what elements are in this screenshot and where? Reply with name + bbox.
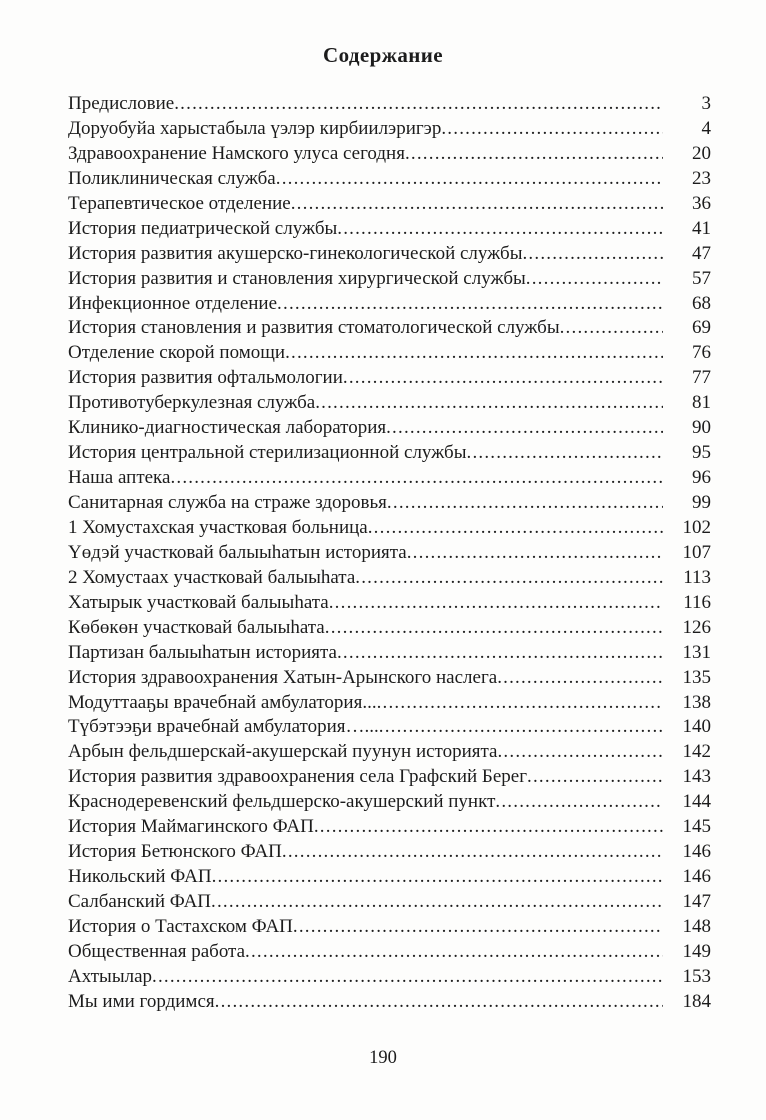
toc-entry-page: 23: [692, 167, 711, 189]
toc-entry-label: Клинико-диагностическая лаборатория: [68, 417, 387, 439]
toc-entry-label: История развития акушерско-гинекологической службы: [68, 242, 523, 264]
toc-entry-page: 144: [682, 791, 711, 813]
toc-leader-dots: [282, 841, 663, 863]
toc-entry-label: Отделение скорой помощи: [68, 342, 286, 364]
toc-entry: [68, 991, 711, 1016]
toc-leader-dots: [441, 118, 663, 140]
toc-entry-page: 4: [701, 117, 711, 139]
toc-entry-label: История развития здравоохранения села Графский Берег: [68, 766, 528, 788]
toc-leader-dots: [386, 417, 663, 439]
toc-entry: [68, 143, 711, 168]
toc-entry-label: Арбын фельдшерскай-акушерскай пуунун историята: [68, 741, 498, 763]
toc-entry-page: 131: [682, 641, 711, 663]
toc-entry: [68, 442, 711, 467]
toc-leader-dots: [170, 467, 663, 489]
toc-entry-label: История развития офтальмологии: [68, 367, 343, 389]
toc-entry: [68, 492, 711, 517]
toc-entry-label: Модуттааҕы врачебнай амбулатория...: [68, 691, 377, 713]
toc-entry-page: 68: [692, 292, 711, 314]
toc-entry: [68, 168, 711, 193]
toc-entry-page: 145: [682, 816, 711, 838]
toc-entry: [68, 243, 711, 268]
toc-entry: [68, 592, 711, 617]
toc-leader-dots: [497, 741, 663, 763]
toc-entry-page: 102: [682, 516, 711, 538]
toc-entry: [68, 417, 711, 442]
toc-leader-dots: [355, 567, 663, 589]
toc-leader-dots: [211, 891, 663, 913]
toc-entry-page: 69: [692, 317, 711, 339]
toc-leader-dots: [291, 193, 663, 215]
toc-entry-label: История Бетюнского ФАП: [68, 841, 282, 863]
toc-leader-dots: [293, 916, 663, 938]
toc-entry-page: 47: [692, 242, 711, 264]
toc-entry: [68, 766, 711, 791]
toc-entry-label: Общественная работа: [68, 940, 246, 962]
toc-entry-label: Үөдэй участковай балыыһатын историята: [68, 541, 407, 563]
toc-entry-page: 143: [682, 766, 711, 788]
toc-entry-label: Ахтыылар: [68, 965, 152, 987]
toc-entry: [68, 193, 711, 218]
toc-leader-dots: [522, 243, 663, 265]
toc-leader-dots: [152, 966, 663, 988]
toc-entry: [68, 816, 711, 841]
toc-entry-label: 2 Хомустаах участковай балыыһата: [68, 566, 356, 588]
toc-entry-label: История здравоохранения Хатын-Арынского наслега: [68, 666, 498, 688]
toc-entry: [68, 342, 711, 367]
toc-leader-dots: [325, 617, 663, 639]
toc-entry-label: Мы ими гордимся: [68, 990, 215, 1012]
toc-entry-page: 3: [701, 93, 711, 114]
toc-leader-dots: [329, 592, 663, 614]
toc-leader-dots: [277, 293, 663, 315]
toc-leader-dots: [276, 168, 663, 190]
toc-entry-page: 99: [692, 492, 711, 513]
toc-entry: [68, 667, 711, 692]
toc-entry-page: 95: [692, 442, 711, 464]
toc-entry: [68, 293, 711, 318]
toc-entry-page: 138: [682, 691, 711, 713]
toc-entry: [68, 941, 711, 966]
toc-entry: [68, 866, 711, 891]
toc-entry-page: 146: [682, 841, 711, 863]
toc-entry: [68, 268, 711, 293]
toc-entry-label: Здравоохранение Намского улуса сегодня: [68, 142, 405, 164]
toc-entry-label: Хатырык участковай балыыһата: [68, 591, 329, 613]
toc-leader-dots: [377, 692, 663, 714]
toc-entry-label: Көбөкөн участковай балыыһата: [68, 616, 325, 638]
toc-entry-label: История о Тастахском ФАП: [68, 915, 293, 937]
toc-leader-dots: [337, 642, 663, 664]
toc-entry: [68, 93, 711, 118]
toc-entry: [68, 617, 711, 642]
toc-leader-dots: [526, 268, 663, 290]
page-title: Содержание: [323, 43, 443, 67]
toc-leader-dots: [527, 766, 663, 788]
toc-entry-label: Терапевтическое отделение: [68, 192, 291, 214]
toc-entry-page: 81: [692, 392, 711, 414]
toc-leader-dots: [285, 342, 663, 364]
toc-leader-dots: [174, 93, 663, 115]
toc-entry-page: 153: [682, 965, 711, 987]
toc-entry-label: Түбэтээҕи врачебнай амбулатория…...: [68, 716, 379, 738]
toc-entry: [68, 317, 711, 342]
toc-entry-page: 126: [682, 616, 711, 638]
toc-entry-label: Инфекционное отделение: [68, 292, 278, 314]
toc-leader-dots: [467, 442, 664, 464]
toc-entry: [68, 517, 711, 542]
toc-entry: [68, 841, 711, 866]
toc-entry-page: 146: [682, 866, 711, 888]
toc-leader-dots: [343, 367, 663, 389]
toc-entry-page: 90: [692, 417, 711, 439]
toc-entry: [68, 542, 711, 567]
toc-entry-page: 36: [692, 192, 711, 214]
toc-entry-label: Противотуберкулезная служба: [68, 392, 316, 414]
toc-leader-dots: [379, 716, 663, 738]
toc-entry: [68, 791, 711, 816]
toc-leader-dots: [245, 941, 663, 963]
toc-entry: [68, 966, 711, 991]
toc-entry-page: 140: [682, 716, 711, 738]
toc-entry-page: 116: [683, 591, 711, 613]
toc-entry: [68, 891, 711, 916]
toc-leader-dots: [405, 143, 663, 165]
toc-entry-label: История центральной стерилизационной службы: [68, 442, 467, 464]
toc-entry: [68, 642, 711, 667]
toc-entry-page: 135: [682, 666, 711, 688]
toc-entry-page: 57: [692, 267, 711, 289]
toc-entry-label: Поликлиническая служба: [68, 167, 276, 189]
toc-entry-label: История педиатрической службы: [68, 217, 338, 239]
toc-entry-page: 41: [692, 217, 711, 239]
toc-leader-dots: [314, 816, 663, 838]
toc-entry: [68, 916, 711, 941]
toc-entry-label: Предисловие: [68, 93, 175, 114]
toc-entry-page: 113: [683, 566, 711, 588]
toc-entry: [68, 692, 711, 717]
toc-entry-page: 184: [682, 990, 711, 1012]
toc-leader-dots: [560, 317, 663, 339]
toc-entry-page: 142: [682, 741, 711, 763]
toc-leader-dots: [387, 492, 663, 514]
toc-leader-dots: [497, 667, 663, 689]
toc-entry-page: 20: [692, 142, 711, 164]
toc-entry-label: История Маймагинского ФАП: [68, 816, 314, 838]
toc-entry: [68, 392, 711, 417]
toc-entry: [68, 567, 711, 592]
toc-entry-page: 77: [692, 367, 711, 389]
toc-leader-dots: [215, 991, 663, 1013]
toc-leader-dots: [368, 517, 663, 539]
toc-entry-label: Доруобуйа харыстабыла үэлэр кирбиилэригэр: [68, 117, 442, 139]
toc-leader-dots: [212, 866, 663, 888]
toc-entry-label: Краснодеревенский фельдшерско-акушерский пункт: [68, 791, 496, 813]
toc-entry-label: История становления и развития стоматологической службы: [68, 317, 560, 339]
toc-leader-dots: [337, 218, 663, 240]
toc-entry-label: Наша аптека: [68, 467, 171, 489]
toc-entry-page: 147: [682, 891, 711, 912]
toc-entry: [68, 367, 711, 392]
toc-entry-page: 76: [692, 342, 711, 364]
table-of-contents: [68, 93, 711, 1016]
toc-entry: [68, 741, 711, 766]
toc-entry-page: 148: [682, 915, 711, 937]
toc-entry-label: Санитарная служба на страже здоровья: [68, 492, 387, 513]
toc-entry: [68, 118, 711, 143]
toc-leader-dots: [407, 542, 663, 564]
toc-entry-page: 96: [692, 467, 711, 489]
toc-leader-dots: [495, 791, 663, 813]
toc-entry: [68, 716, 711, 741]
toc-entry-label: Партизан балыыһатын историята: [68, 641, 337, 663]
toc-entry-page: 149: [682, 940, 711, 962]
toc-leader-dots: [315, 392, 663, 414]
toc-entry-page: 107: [682, 541, 711, 563]
toc-entry: [68, 467, 711, 492]
toc-entry-label: Салбанский ФАП: [68, 891, 212, 912]
toc-entry-label: Никольский ФАП: [68, 866, 212, 888]
footer-page-number: 190: [369, 1048, 397, 1068]
toc-entry: [68, 218, 711, 243]
toc-entry-label: История развития и становления хирургической службы: [68, 267, 526, 289]
toc-entry-label: 1 Хомустахская участковая больница: [68, 516, 368, 538]
